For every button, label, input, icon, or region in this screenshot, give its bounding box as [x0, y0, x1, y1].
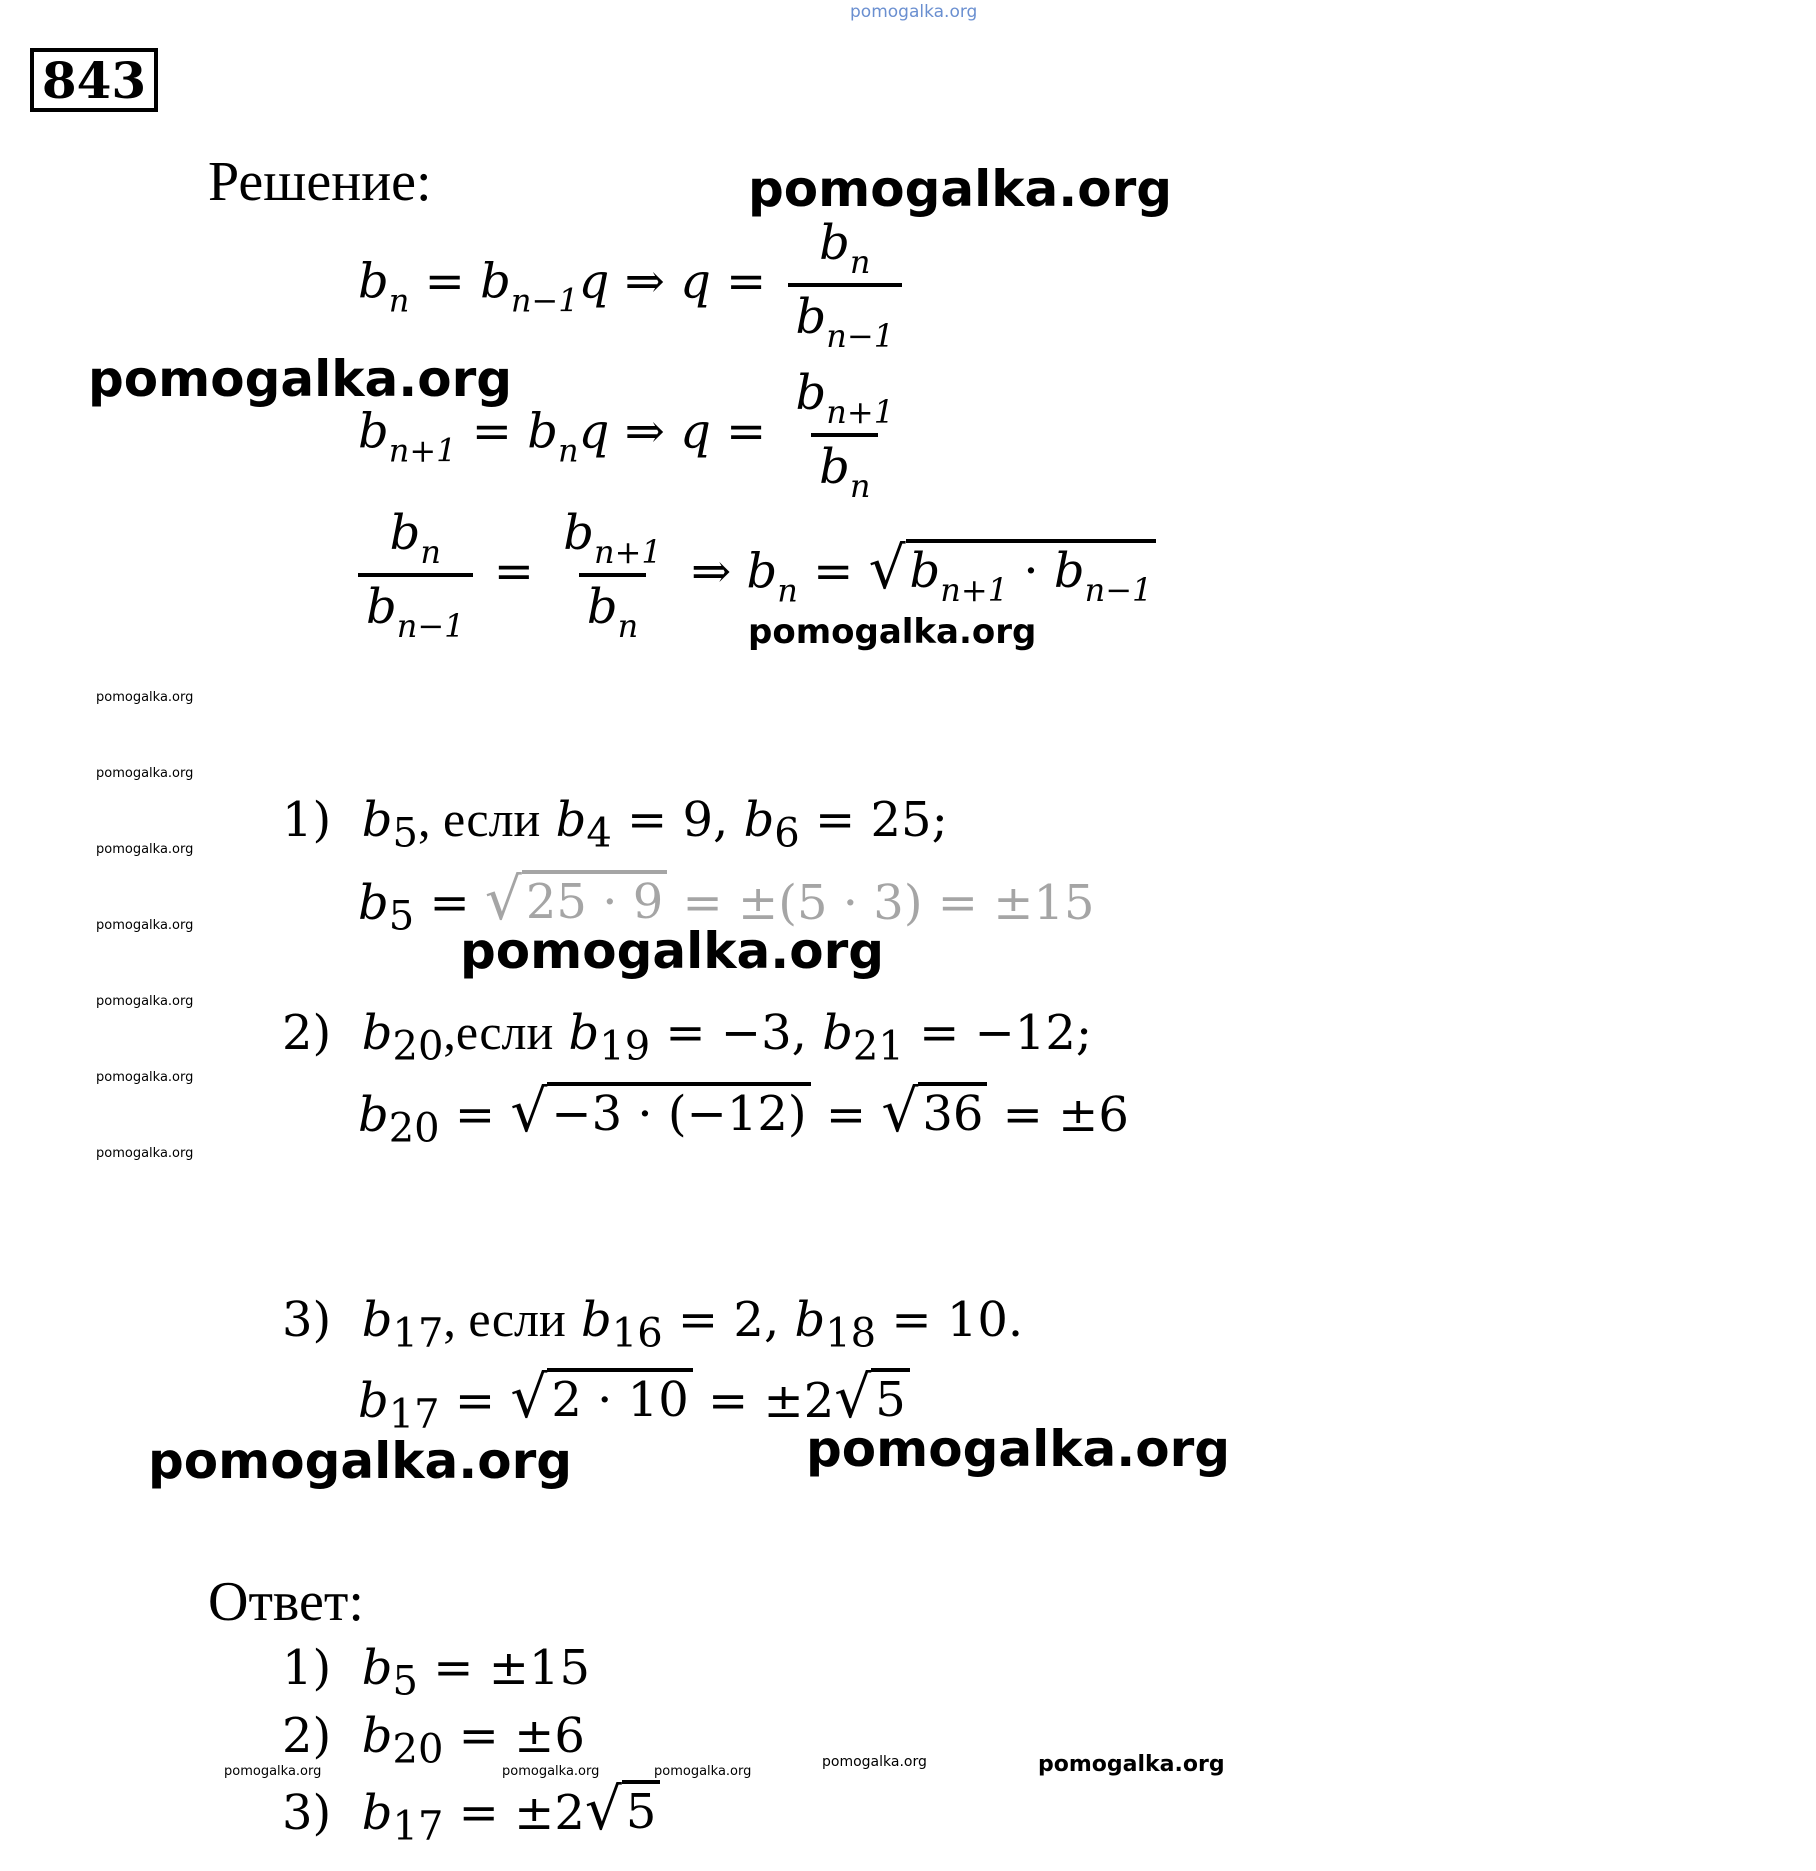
- watermark: pomogalka.org: [748, 160, 1173, 218]
- answer-2: 2) $b_{20} = \pm 6$: [282, 1708, 585, 1773]
- watermark-small: pomogalka.org: [96, 842, 194, 857]
- answer-1: 1) $b_5 = \pm 15$: [282, 1640, 590, 1705]
- problem-number: 843: [30, 48, 158, 112]
- item-3-condition: 3) $b_{17}$, если $b_{16} = 2$, $b_{18} = 10$.: [282, 1291, 1024, 1357]
- fraction: $\frac{b_{n+1}}{b_n}$: [563, 505, 662, 645]
- watermark-small: pomogalka.org: [96, 1146, 194, 1161]
- watermark: pomogalka.org: [748, 612, 1037, 652]
- watermark-small: pomogalka.org: [502, 1764, 600, 1779]
- watermark-small: pomogalka.org: [224, 1764, 322, 1779]
- solution-heading: Решение:: [208, 151, 432, 213]
- watermark-small: pomogalka.org: [654, 1764, 752, 1779]
- item-1-condition: 1) $b_5$, если $b_4 = 9$, $b_6 = 25$;: [282, 791, 948, 857]
- watermark-small: pomogalka.org: [96, 690, 194, 705]
- answer-3: 3) $b_{17} = \pm 2$ √ 5: [282, 1780, 660, 1850]
- square-root: √ $b_{n+1} \cdot b_{n-1}$: [869, 539, 1157, 609]
- watermark: pomogalka.org: [460, 922, 885, 980]
- watermark: pomogalka.org: [148, 1432, 573, 1490]
- formula-3: $\frac{b_n}{b_{n-1}}$ = $\frac{b_{n+1}}{b_n}$ ⇒ $b_n$ = √ $b_{n+1} \cdot b_{n-1}$: [352, 505, 1156, 645]
- watermark-small: pomogalka.org: [822, 1754, 927, 1770]
- watermark-small: pomogalka.org: [96, 1070, 194, 1085]
- item-2-condition: 2) $b_{20},если$ $b_{19} = -3$, $b_{21} = -12$;: [282, 1004, 1093, 1070]
- watermark-small: pomogalka.org: [96, 766, 194, 781]
- item-2-calculation: $b_{20}$ = √ −3 · (−12) = √ 36 = ±6: [358, 1077, 1129, 1152]
- watermark: pomogalka.org: [88, 350, 513, 408]
- watermark-top: pomogalka.org: [850, 2, 978, 22]
- item-3-calculation: $b_{17}$ = √ 2 · 10 = ±2 √ 5: [358, 1368, 910, 1438]
- watermark: pomogalka.org: [806, 1420, 1231, 1478]
- formula-1: $b_n = b_{n-1}q$ ⇒ q = $\frac{b_n}{b_{n-1}}$: [358, 215, 908, 355]
- fraction: $\frac{b_n}{b_{n-1}}$: [788, 215, 903, 355]
- watermark-small: pomogalka.org: [96, 918, 194, 933]
- watermark: pomogalka.org: [1038, 1752, 1225, 1777]
- formula-2: $b_{n+1} = b_nq$ ⇒ q = $\frac{b_{n+1}}{b_n}$: [358, 365, 908, 505]
- fraction: $\frac{b_{n+1}}{b_n}$: [795, 365, 895, 505]
- item-1-calculation: $b_5$ = √ 25 · 9 = ±(5 · 3) = ±15: [358, 865, 1095, 940]
- answer-heading: Ответ:: [208, 1571, 364, 1633]
- fraction: $\frac{b_n}{b_{n-1}}$: [358, 505, 473, 645]
- watermark-small: pomogalka.org: [96, 994, 194, 1009]
